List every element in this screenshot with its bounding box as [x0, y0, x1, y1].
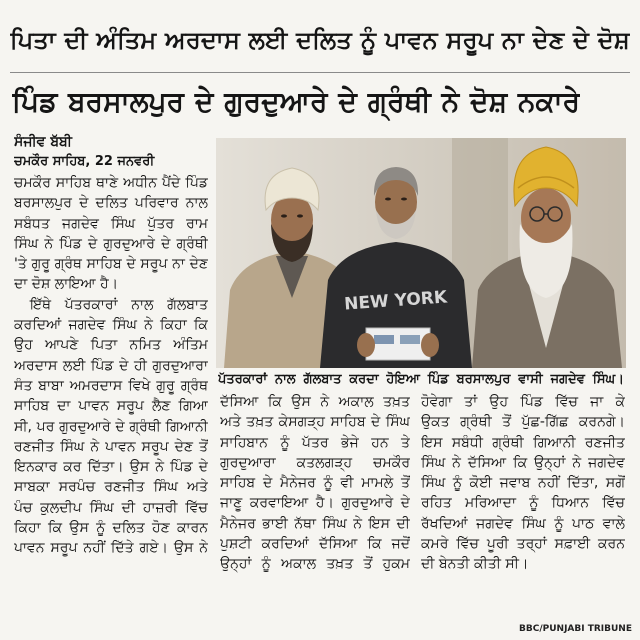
- body-text-line: ਪਾਵਨ ਸਰੂਪ ਨਹੀਂ ਦਿੱਤੇ ਗਏ। ਉਸ ਨੇ: [14, 540, 208, 557]
- byline: ਸੰਜੀਵ ਬੱਬੀ: [14, 134, 73, 150]
- person-middle-eye: [401, 198, 407, 201]
- body-text-line: ਉਨ੍ਹਾਂ ਨੂੰ ਅਕਾਲ ਤਖ਼ਤ ਤੋਂ ਹੁਕਮ: [220, 556, 410, 573]
- headline: ਪਿਤਾ ਦੀ ਅੰਤਿਮ ਅਰਦਾਸ ਲਈ ਦਲਿਤ ਨੂੰ ਪਾਵਨ ਸਰੂਪ ਨਾ ਦੇਣ ਦੇ ਦੋਸ਼: [10, 26, 630, 54]
- person-left-eye: [281, 214, 287, 217]
- body-text-line: ਜਾਣੂ ਕਰਵਾਇਆ ਹੈ। ਗੁਰਦੁਆਰੇ ਦੇ: [220, 495, 410, 512]
- dateline: ਚਮਕੌਰ ਸਾਹਿਬ, 22 ਜਨਵਰੀ: [14, 154, 155, 169]
- person-middle-hand: [421, 333, 439, 357]
- body-text-line: ਕਮਰੇ ਵਿੱਚ ਪੂਰੀ ਤਰ੍ਹਾਂ ਸਫ਼ਾਈ ਕਰਨ: [421, 536, 625, 553]
- body-text-line: ਇੱਥੇ ਪੱਤਰਕਾਰਾਂ ਨਾਲ ਗੱਲਬਾਤ: [30, 296, 208, 313]
- body-text-line: ਕਿਹਾ ਕਿ ਉਸ ਨੂੰ ਦਲਿਤ ਹੋਣ ਕਾਰਨ: [14, 520, 208, 537]
- body-text-line: ਕਰਦਿਆਂ ਜਗਦੇਵ ਸਿੰਘ ਨੇ ਕਿਹਾ ਕਿ: [14, 317, 208, 334]
- article-column-1: [14, 173, 208, 559]
- body-text-line: ਹੋਵੇਗਾ ਤਾਂ ਉਹ ਪਿੰਡ ਵਿੱਚ ਜਾ ਕੇ: [421, 394, 625, 410]
- article-column-2: [220, 392, 410, 575]
- body-text-line: ਰਹਿਤ ਮਰਿਆਦਾ ਨੂੰ ਧਿਆਨ ਵਿੱਚ: [421, 495, 625, 512]
- news-photo: [216, 138, 626, 368]
- body-text-line: ਸਿੰਘ ਨੇ ਦੱਸਿਆ ਕਿ ਉਨ੍ਹਾਂ ਨੇ ਜਗਦੇਵ: [421, 454, 625, 471]
- body-text-line: ਸਿੰਘ ਨੂੰ ਕੋਈ ਜਵਾਬ ਨਹੀਂ ਦਿੱਤਾ, ਸਗੋਂ: [421, 475, 625, 492]
- person-middle-eye: [385, 198, 391, 201]
- body-text-line: ਸਾਬਕਾ ਸਰਪੰਚ ਰਣਜੀਤ ਸਿੰਘ ਅਤੇ: [14, 479, 208, 496]
- body-text-line: ਮੈਨੇਜਰ ਭਾਈ ਨੱਥਾ ਸਿੰਘ ਨੇ ਇਸ ਦੀ: [220, 515, 410, 532]
- body-text-line: ਇਸ ਸਬੰਧੀ ਗ੍ਰੰਥੀ ਗਿਆਨੀ ਰਣਜੀਤ: [421, 434, 625, 451]
- body-text-line: ਉਹ ਆਪਣੇ ਪਿਤਾ ਨਮਿਤ ਅੰਤਿਮ: [14, 337, 208, 354]
- photo-caption: ਪੱਤਰਕਾਰਾਂ ਨਾਲ ਗੱਲਬਾਤ ਕਰਦਾ ਹੋਇਆ ਪਿੰਡ ਬਰਸਾਲਪੁਰ ਵਾਸੀ ਜਗਦੇਵ ਸਿੰਘ।: [218, 372, 624, 387]
- body-text-line: ਗੁਰਦੁਆਰਾ ਕਤਲਗੜ੍ਹ ਚਮਕੌਰ: [220, 454, 410, 471]
- body-text-line: ਰੱਖਦਿਆਂ ਜਗਦੇਵ ਸਿੰਘ ਨੂੰ ਪਾਠ ਵਾਲੇ: [421, 515, 625, 532]
- body-text-line: ਬਰਸਾਲਪੁਰ ਦੇ ਦਲਿਤ ਪਰਿਵਾਰ ਨਾਲ: [14, 195, 208, 212]
- body-text-line: ਦੀ ਬੇਨਤੀ ਕੀਤੀ ਸੀ।: [421, 556, 529, 573]
- held-document-photo: [400, 335, 420, 344]
- body-text-line: ਉਕਤ ਗ੍ਰੰਥੀ ਤੋਂ ਪੁੱਛ-ਗਿੱਛ ਕਰਨਗੇ।: [421, 414, 625, 431]
- subheadline: ਪਿੰਡ ਬਰਸਾਲਪੁਰ ਦੇ ਗੁਰਦੁਆਰੇ ਦੇ ਗ੍ਰੰਥੀ ਨੇ ਦੋਸ਼ ਨਕਾਰੇ: [12, 85, 580, 118]
- body-text-line: ਸੰਤ ਬਾਬਾ ਅਮਰਦਾਸ ਵਿਖੇ ਗੁਰੂ ਗ੍ਰੰਥ: [14, 377, 208, 394]
- body-text-line: ਸਾਹਿਬ ਦੇ ਮੈਨੇਜਰ ਨੂੰ ਵੀ ਮਾਮਲੇ ਤੋਂ: [220, 475, 410, 492]
- person-left-eye: [297, 214, 303, 217]
- held-document-photo: [374, 335, 394, 344]
- body-text-line: ਚਮਕੌਰ ਸਾਹਿਬ ਥਾਣੇ ਅਧੀਨ ਪੈਂਦੇ ਪਿੰਡ: [14, 175, 208, 191]
- headline-divider: [10, 72, 630, 73]
- body-text-line: ਦਾ ਦੋਸ਼ ਲਾਇਆ ਹੈ।: [14, 276, 119, 293]
- body-text-line: ਪੰਚ ਕੁਲਦੀਪ ਸਿੰਘ ਦੀ ਹਾਜ਼ਰੀ ਵਿੱਚ: [14, 499, 208, 516]
- body-text-line: ਰਣਜੀਤ ਸਿੰਘ ਨੇ ਪਾਵਨ ਸਰੂਪ ਦੇਣ ਤੋਂ: [14, 438, 208, 455]
- body-text-line: ਇਨਕਾਰ ਕਰ ਦਿੱਤਾ। ਉਸ ਨੇ ਪਿੰਡ ਦੇ: [14, 459, 208, 476]
- person-middle-hand: [357, 333, 375, 357]
- image-credit: BBC/PUNJABI TRIBUNE: [519, 624, 632, 634]
- body-text-line: ਸਬੰਧਤ ਜਗਦੇਵ ਸਿੰਘ ਪੁੱਤਰ ਰਾਮ: [14, 215, 208, 232]
- body-text-line: ਅਰਦਾਸ ਲਈ ਪਿੰਡ ਦੇ ਹੀ ਗੁਰਦੁਆਰਾ: [14, 357, 208, 374]
- body-text-line: ਅਤੇ ਤਖ਼ਤ ਕੇਸਗੜ੍ਹ ਸਾਹਿਬ ਦੇ ਸਿੰਘ: [220, 414, 410, 431]
- sweater-print: NEW YORK: [343, 287, 448, 315]
- body-text-line: ਸਾਹਿਬਾਨ ਨੂੰ ਪੱਤਰ ਭੇਜੇ ਹਨ ਤੇ: [220, 434, 410, 451]
- body-text-line: ਸੀ, ਪਰ ਗੁਰਦੁਆਰੇ ਦੇ ਗ੍ਰੰਥੀ ਗਿਆਨੀ: [14, 418, 208, 435]
- article-column-3: [421, 392, 625, 575]
- body-text-line: 'ਤੇ ਗੁਰੂ ਗ੍ਰੰਥ ਸਾਹਿਬ ਦੇ ਸਰੂਪ ਨਾ ਦੇਣ: [14, 256, 208, 273]
- body-text-line: ਦੱਸਿਆ ਕਿ ਉਸ ਨੇ ਅਕਾਲ ਤਖ਼ਤ: [220, 394, 410, 410]
- body-text-line: ਪੁਸ਼ਟੀ ਕਰਦਿਆਂ ਦੱਸਿਆ ਕਿ ਜਦੋਂ: [220, 536, 410, 553]
- body-text-line: ਸਿੰਘ ਨੇ ਪਿੰਡ ਦੇ ਗੁਰਦੁਆਰੇ ਦੇ ਗ੍ਰੰਥੀ: [14, 235, 208, 252]
- body-text-line: ਸਾਹਿਬ ਦਾ ਪਾਵਨ ਸਰੂਪ ਲੈਣ ਗਿਆ: [14, 398, 208, 415]
